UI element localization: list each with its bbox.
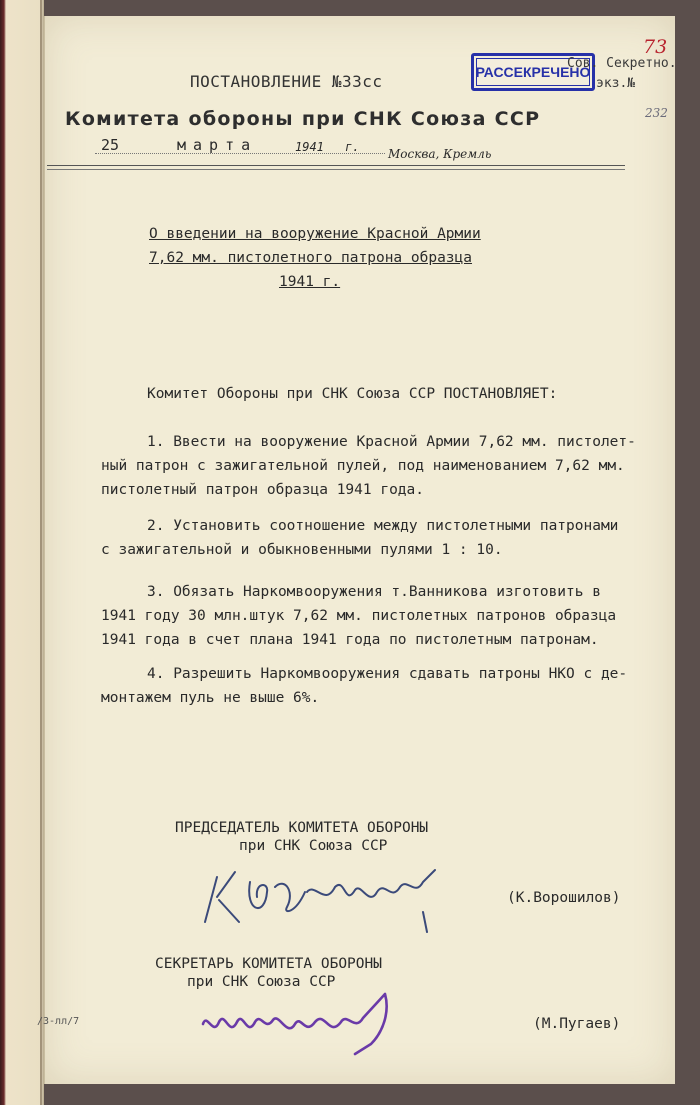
date-year-suffix: г. (345, 140, 360, 154)
header-rule (47, 165, 625, 166)
secretary-title-2: при СНК Союза ССР (187, 974, 336, 990)
item-line: монтажем пуль не выше 6%. (101, 690, 320, 706)
item-line: 2. Установить соотношение между пистолетными патронами (147, 518, 619, 534)
binder-edge (0, 0, 44, 1105)
chair-name: (К.Ворошилов) (507, 890, 621, 906)
item-line: 1. Ввести на вооружение Красной Армии 7,62 мм. пистолет- (147, 434, 636, 450)
date-day: 25 (101, 136, 120, 154)
chair-signature (195, 852, 475, 952)
item-line: 1941 году 30 млн.штук 7,62 мм. пистолетных патронов образца (101, 608, 617, 624)
date-year: 1941 (295, 140, 324, 154)
copy-number: экз.№ (596, 76, 636, 91)
date-month: марта (177, 136, 258, 154)
margin-note: /3-лл/7 (37, 1016, 80, 1027)
secretary-signature (195, 982, 425, 1062)
organization-name: Комитета обороны при СНК Союза ССР (65, 108, 541, 130)
item-line: 4. Разрешить Наркомвооружения сдавать патроны НКО с де- (147, 666, 628, 682)
chair-title: ПРЕДСЕДАТЕЛЬ КОМИТЕТА ОБОРОНЫ (175, 820, 429, 836)
subject-line: 1941 г. (279, 274, 341, 290)
preamble: Комитет Обороны при СНК Союза ССР ПОСТАНОВЛЯЕТ: (147, 386, 558, 402)
place: Москва, Кремль (388, 147, 492, 161)
sheet-number: 73 (643, 36, 668, 58)
header-rule-thin (47, 169, 625, 170)
declassified-stamp: РАССЕКРЕЧЕНО (471, 53, 595, 91)
sheet-sub-number: 232 (645, 106, 668, 120)
document-title: ПОСТАНОВЛЕНИЕ №33сс (190, 72, 383, 91)
item-line: с зажигательной и обыкновенными пулями 1 : 10. (101, 542, 503, 558)
subject-line: 7,62 мм. пистолетного патрона образца (149, 250, 473, 266)
chair-title-2: при СНК Союза ССР (239, 838, 388, 854)
secretary-name: (М.Пугаев) (533, 1016, 621, 1032)
secretary-title: СЕКРЕТАРЬ КОМИТЕТА ОБОРОНЫ (155, 956, 382, 972)
item-line: ный патрон с зажигательной пулей, под наименованием 7,62 мм. (101, 458, 625, 474)
document-page (37, 16, 677, 1084)
secrecy-mark: Сов. Секретно. (567, 56, 677, 71)
item-line: 3. Обязать Наркомвооружения т.Ванникова изготовить в (147, 584, 601, 600)
item-line: 1941 года в счет плана 1941 года по пистолетным патронам. (101, 632, 599, 648)
subject-line: О введении на вооружение Красной Армии (149, 226, 481, 242)
item-line: пистолетный патрон образца 1941 года. (101, 482, 425, 498)
